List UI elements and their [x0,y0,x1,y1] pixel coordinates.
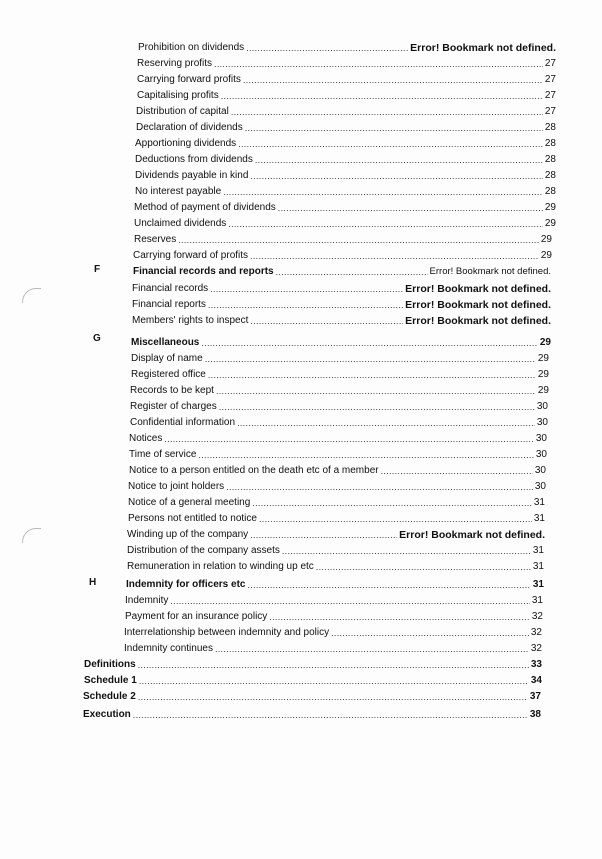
toc-entry-page: 29 [544,202,556,213]
leader-dots [282,545,531,557]
leader-dots [219,401,535,413]
leader-dots [259,513,532,525]
leader-dots [133,709,528,721]
toc-entry-page: 30 [535,433,547,444]
leader-dots [250,315,403,327]
toc-entry-title: Display of name [131,353,203,364]
toc-entry-title: Records to be kept [130,385,214,396]
leader-dots [210,283,403,295]
toc-entry[interactable] [128,513,545,525]
leader-dots [331,627,529,639]
toc-section-heading[interactable] [133,266,551,278]
toc-entry-title: Unclaimed dividends [134,218,227,229]
leader-dots [208,369,536,381]
toc-entry-page: 33 [530,659,542,670]
toc-entry[interactable] [137,58,556,70]
toc-entry-title: Reserves [134,234,177,245]
toc-entry-page: 38 [529,709,541,720]
leader-dots [269,611,530,623]
toc-entry-page: 32 [531,611,543,622]
toc-entry[interactable] [135,154,556,166]
toc-entry-title: Confidential information [130,417,236,428]
toc-entry[interactable] [135,138,556,150]
toc-entry-title: Payment for an insurance policy [125,611,268,622]
leader-dots [208,299,403,311]
toc-entry-page: 29 [537,369,549,380]
leader-dots [228,218,543,230]
toc-entry-page: Error! Bookmark not defined. [399,529,545,541]
toc-entry[interactable] [125,611,543,623]
leader-dots [221,90,543,102]
toc-entry-page: 31 [532,561,544,572]
toc-entry-page: 31 [533,513,545,524]
leader-dots [226,481,533,493]
leader-dots [231,106,543,118]
toc-entry-page: 29 [540,234,552,245]
leader-dots [238,138,543,150]
toc-entry-title: Method of payment of dividends [134,202,276,213]
toc-entry[interactable] [129,433,547,445]
toc-entry[interactable] [132,283,551,295]
toc-entry[interactable] [128,481,546,493]
toc-entry-page: 30 [536,417,548,428]
toc-entry-page: 37 [529,691,541,702]
toc-entry[interactable] [134,218,556,230]
toc-entry[interactable] [127,561,544,573]
toc-top-level-entry[interactable] [84,675,542,687]
toc-entry-title: Reserving profits [137,58,213,69]
toc-entry-title: Miscellaneous [131,337,200,348]
leader-dots [278,202,543,214]
leader-dots [164,433,534,445]
toc-entry[interactable] [136,122,556,134]
toc-entry-page: Error! Bookmark not defined. [410,42,556,54]
leader-dots [216,385,536,397]
leader-dots [243,74,543,86]
toc-entry[interactable] [129,449,547,461]
section-letter-g: G [93,333,101,344]
toc-entry-title: Schedule 2 [83,691,136,702]
toc-entry-page: 28 [544,170,556,181]
toc-entry-page: 27 [544,58,556,69]
toc-entry-title: Apportioning dividends [135,138,237,149]
toc-entry-page: 34 [530,675,542,686]
toc-entry-page: 32 [530,627,542,638]
toc-entry-title: Notice of a general meeting [128,497,251,508]
toc-entry[interactable] [130,401,548,413]
toc-entry-title: Carrying forward of profits [133,250,249,261]
toc-entry[interactable] [137,90,556,102]
leader-dots [250,250,539,262]
toc-entry-page: 28 [544,186,556,197]
toc-section-heading[interactable] [126,579,544,591]
toc-top-level-entry[interactable] [84,659,542,671]
toc-entry-title: Winding up of the company [127,529,249,540]
scan-mark-icon [22,288,41,303]
leader-dots [138,691,528,703]
toc-entry-page: 30 [536,401,548,412]
toc-entry-page: 29 [544,218,556,229]
toc-section-heading[interactable] [131,337,551,349]
toc-entry-title: Schedule 1 [84,675,137,686]
toc-entry-title: Definitions [84,659,136,670]
leader-dots [247,579,530,591]
toc-entry-title: Financial reports [132,299,206,310]
toc-entry-title: No interest payable [135,186,222,197]
toc-entry[interactable] [131,353,549,365]
leader-dots [223,186,543,198]
toc-entry-page: 27 [544,106,556,117]
leader-dots [198,449,533,461]
toc-entry[interactable] [124,643,542,655]
toc-entry[interactable] [125,595,543,607]
leader-dots [250,170,542,182]
toc-entry-title: Interrelationship between indemnity and policy [124,627,330,638]
toc-entry-title: Distribution of the company assets [127,545,280,556]
toc-entry[interactable] [136,106,556,118]
leader-dots [201,337,538,349]
leader-dots [250,529,397,541]
toc-entry[interactable] [124,627,542,639]
toc-entry-title: Remuneration in relation to winding up etc [127,561,314,572]
toc-entry-page: 31 [531,595,543,606]
toc-entry-title: Financial records and reports [133,266,274,277]
toc-entry-page: 28 [544,138,556,149]
toc-entry-page: 29 [539,337,551,348]
toc-entry[interactable] [135,170,556,182]
toc-entry[interactable] [133,250,552,262]
toc-entry-page: Error! Bookmark not defined. [405,299,551,311]
toc-entry-title: Persons not entitled to notice [128,513,257,524]
section-letter-h: H [89,577,97,588]
leader-dots [246,42,408,54]
leader-dots [237,417,535,429]
leader-dots [381,465,533,477]
toc-entry-title: Indemnity [125,595,169,606]
leader-dots [170,595,530,607]
toc-entry-title: Notice to joint holders [128,481,225,492]
toc-entry-page: 30 [535,449,547,460]
toc-entry[interactable] [132,299,551,311]
leader-dots [252,497,532,509]
toc-entry-page: 29 [537,385,549,396]
toc-entry-title: Time of service [129,449,197,460]
toc-entry-title: Dividends payable in kind [135,170,249,181]
leader-dots [215,643,529,655]
toc-entry[interactable] [130,385,549,397]
toc-entry-title: Distribution of capital [136,106,229,117]
leader-dots [139,675,529,687]
toc-entry-title: Registered office [131,369,206,380]
toc-entry-page: 28 [544,154,556,165]
toc-entry-page: 29 [540,250,552,261]
toc-entry-title: Financial records [132,283,209,294]
toc-entry-title: Carrying forward profits [137,74,241,85]
toc-entry-page: Error! Bookmark not defined. [429,266,551,277]
toc-entry-page: 31 [533,497,545,508]
toc-entry[interactable] [131,369,549,381]
toc-entry[interactable] [132,315,551,327]
toc-entry-title: Indemnity for officers etc [126,579,246,590]
leader-dots [255,154,543,166]
toc-entry-title: Deductions from dividends [135,154,253,165]
toc-entry-title: Members' rights to inspect [132,315,249,326]
toc-entry-page: Error! Bookmark not defined. [405,315,551,327]
leader-dots [245,122,543,134]
leader-dots [178,234,539,246]
toc-entry[interactable] [137,74,556,86]
toc-entry[interactable] [138,42,556,54]
toc-entry-title: Notice to a person entitled on the death etc of a member [129,465,379,476]
leader-dots [316,561,531,573]
toc-entry-title: Register of charges [130,401,217,412]
section-letter-f: F [94,264,101,275]
toc-entry-title: Capitalising profits [137,90,219,101]
toc-entry[interactable] [129,465,546,477]
toc-entry-page: 29 [537,353,549,364]
toc-entry[interactable] [135,186,556,198]
toc-entry-page: 31 [532,545,544,556]
toc-entry[interactable] [134,202,556,214]
toc-entry[interactable] [127,545,544,557]
toc-entry-title: Prohibition on dividends [138,42,245,53]
toc-entry-page: 27 [544,90,556,101]
toc-top-level-entry[interactable] [83,691,541,703]
toc-entry-page: 27 [544,74,556,85]
toc-entry[interactable] [127,529,545,541]
leader-dots [138,659,529,671]
scan-mark-icon [22,528,41,543]
toc-entry-page: Error! Bookmark not defined. [405,283,551,295]
toc-entry-title: Indemnity continues [124,643,213,654]
toc-entry[interactable] [128,497,545,509]
toc-entry-title: Declaration of dividends [136,122,243,133]
toc-entry-page: 28 [544,122,556,133]
toc-entry[interactable] [134,234,552,246]
toc-entry-page: 30 [534,465,546,476]
leader-dots [205,353,536,365]
toc-entry-page: 31 [532,579,544,590]
toc-entry[interactable] [130,417,548,429]
toc-top-level-entry[interactable] [83,709,541,721]
toc-entry-title: Notices [129,433,163,444]
toc-entry-title: Execution [83,709,131,720]
leader-dots [276,266,428,278]
toc-entry-page: 32 [530,643,542,654]
toc-entry-page: 30 [534,481,546,492]
leader-dots [214,58,543,70]
